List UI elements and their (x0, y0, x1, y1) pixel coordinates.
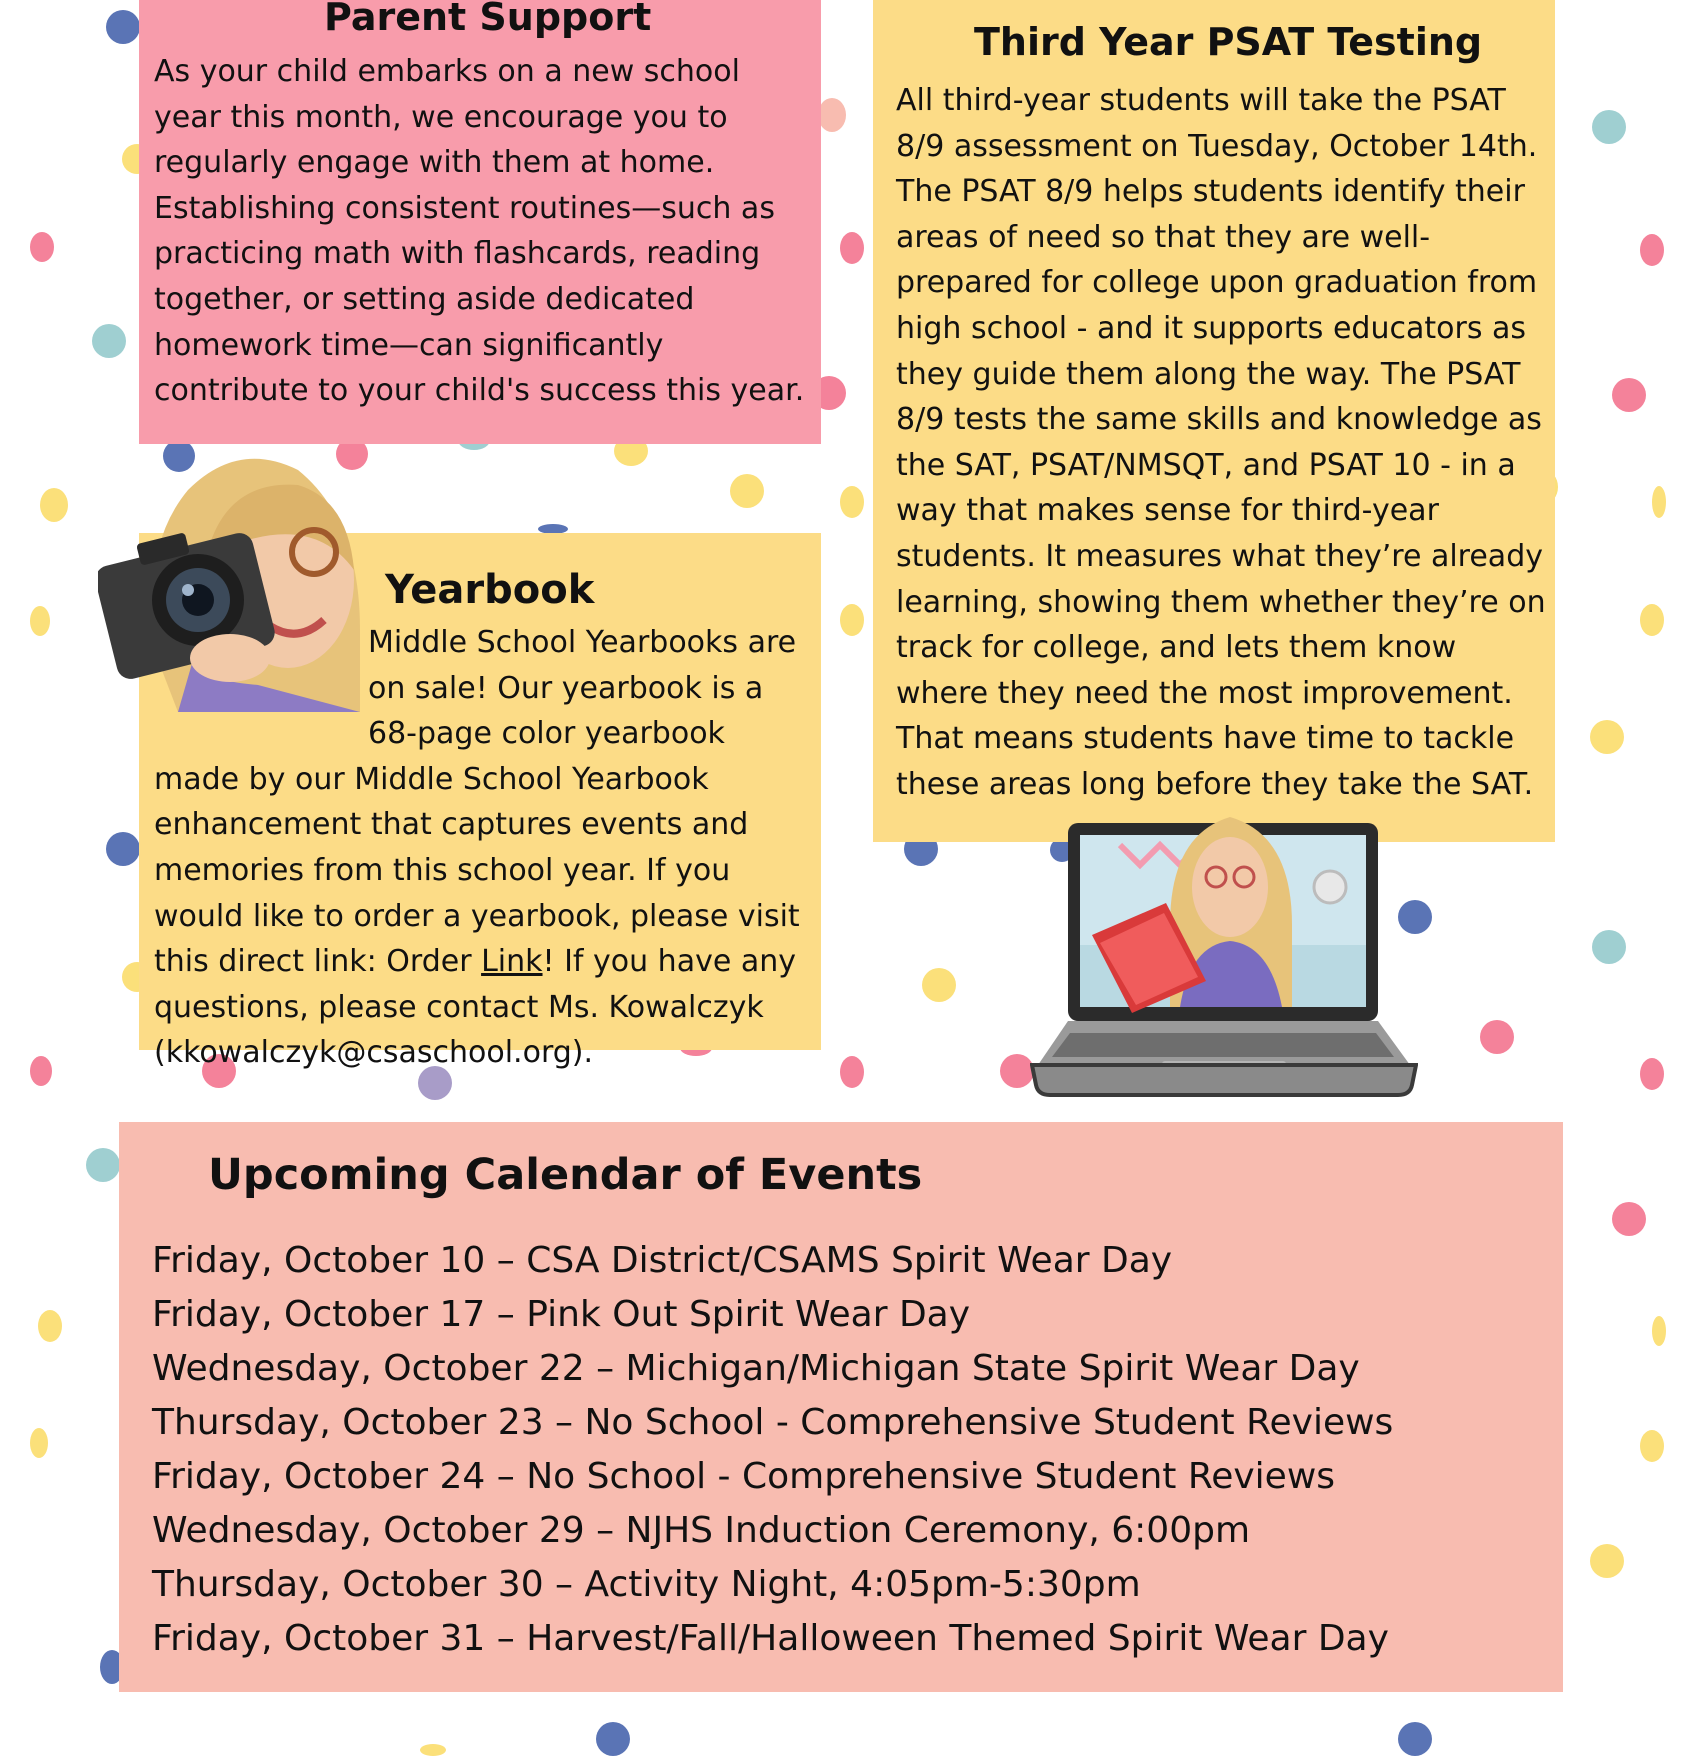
background-dot (1612, 378, 1646, 412)
background-dot (30, 1428, 48, 1458)
calendar-event: Thursday, October 30 – Activity Night, 4:05pm-5:30pm (152, 1564, 1141, 1605)
background-dot (840, 232, 864, 264)
background-dot (1640, 1430, 1664, 1462)
background-dot (420, 1744, 446, 1756)
background-dot (1652, 486, 1666, 518)
background-dot (1000, 1054, 1034, 1088)
background-dot (30, 606, 50, 636)
order-link[interactable]: Link (481, 944, 543, 980)
background-dot (1480, 1020, 1514, 1054)
psat-body: All third-year students will take the PSAT 8/9 assessment on Tuesday, October 14th. The PSAT 8/9 helps students identify their areas of need so that they are well-prepared for college upon graduation from high school - and it supports educators as they guide them along the way. The PSAT 8/9 tests the same skills and knowledge as the SAT, PSAT/NMSQT, and PSAT 10 - in a way that makes sense for third-year students. It measures what they’re already learning, showing them whether they’re on track for college, and lets them know where they need the most improvement. That means students have time to tackle these areas long before they take the SAT. (896, 83, 1546, 802)
calendar-event: Friday, October 17 – Pink Out Spirit Wear Day (152, 1294, 971, 1335)
calendar-event: Wednesday, October 22 – Michigan/Michigan State Spirit Wear Day (152, 1348, 1360, 1389)
background-dot (40, 488, 68, 522)
calendar-event: Friday, October 24 – No School - Comprehensive Student Reviews (152, 1456, 1336, 1497)
background-dot (1592, 930, 1626, 964)
background-dot (1640, 604, 1664, 636)
calendar-event: Friday, October 31 – Harvest/Fall/Halloween Themed Spirit Wear Day (152, 1618, 1389, 1659)
psat-title: Third Year PSAT Testing (974, 20, 1483, 64)
background-dot (1590, 720, 1624, 754)
background-dot (840, 1056, 864, 1088)
background-dot (1398, 1722, 1432, 1756)
background-dot (1592, 110, 1626, 144)
background-dot (86, 1148, 120, 1182)
yearbook-body-text-end: ! If you have any questions, please contact Ms. Kowalczyk (kkowalczyk@csaschool.org). (154, 944, 796, 1071)
background-dot (1612, 1202, 1646, 1236)
yearbook-body-text: Middle School Yearbooks are on sale! Our yearbook is a 68-page color yearbook made by our Middle School Yearbook enhancement that captures events and memories from this school year. If you would like to order a yearbook, please visit this direct link: Order (154, 625, 800, 980)
background-dot (1640, 1058, 1664, 1090)
avatar-reading-in-laptop-icon (1030, 795, 1418, 1110)
background-dot (30, 1056, 52, 1086)
calendar-title: Upcoming Calendar of Events (208, 1150, 923, 1200)
background-dot (106, 832, 140, 866)
background-dot (38, 1310, 62, 1342)
parent-support-title: Parent Support (324, 0, 652, 39)
background-dot (1590, 1544, 1624, 1578)
calendar-event-list (152, 1234, 1393, 1666)
calendar-event: Friday, October 10 – CSA District/CSAMS Spirit Wear Day (152, 1240, 1173, 1281)
background-dot (1652, 1316, 1666, 1346)
background-dot (922, 968, 956, 1002)
background-dot (730, 474, 764, 508)
background-dot (818, 98, 846, 132)
background-dot (30, 232, 54, 262)
background-dot (106, 10, 140, 44)
parent-support-body: As your child embarks on a new school year this month, we encourage you to regularly engage with them at home. Establishing consistent routines—such as practicing math with flashcards, reading together, or setting aside dedicated homework time—can significantly contribute to your child's success this year. (154, 54, 805, 409)
background-dot (92, 324, 126, 358)
background-dot (596, 1722, 630, 1756)
calendar-event: Thursday, October 23 – No School - Comprehensive Student Reviews (152, 1402, 1394, 1443)
background-dot (1640, 234, 1664, 266)
background-dot (840, 486, 864, 518)
calendar-event: Wednesday, October 29 – NJHS Induction Ceremony, 6:00pm (152, 1510, 1251, 1551)
background-dot (840, 604, 864, 636)
avatar-with-camera-icon (98, 430, 362, 712)
yearbook-title: Yearbook (385, 567, 595, 613)
